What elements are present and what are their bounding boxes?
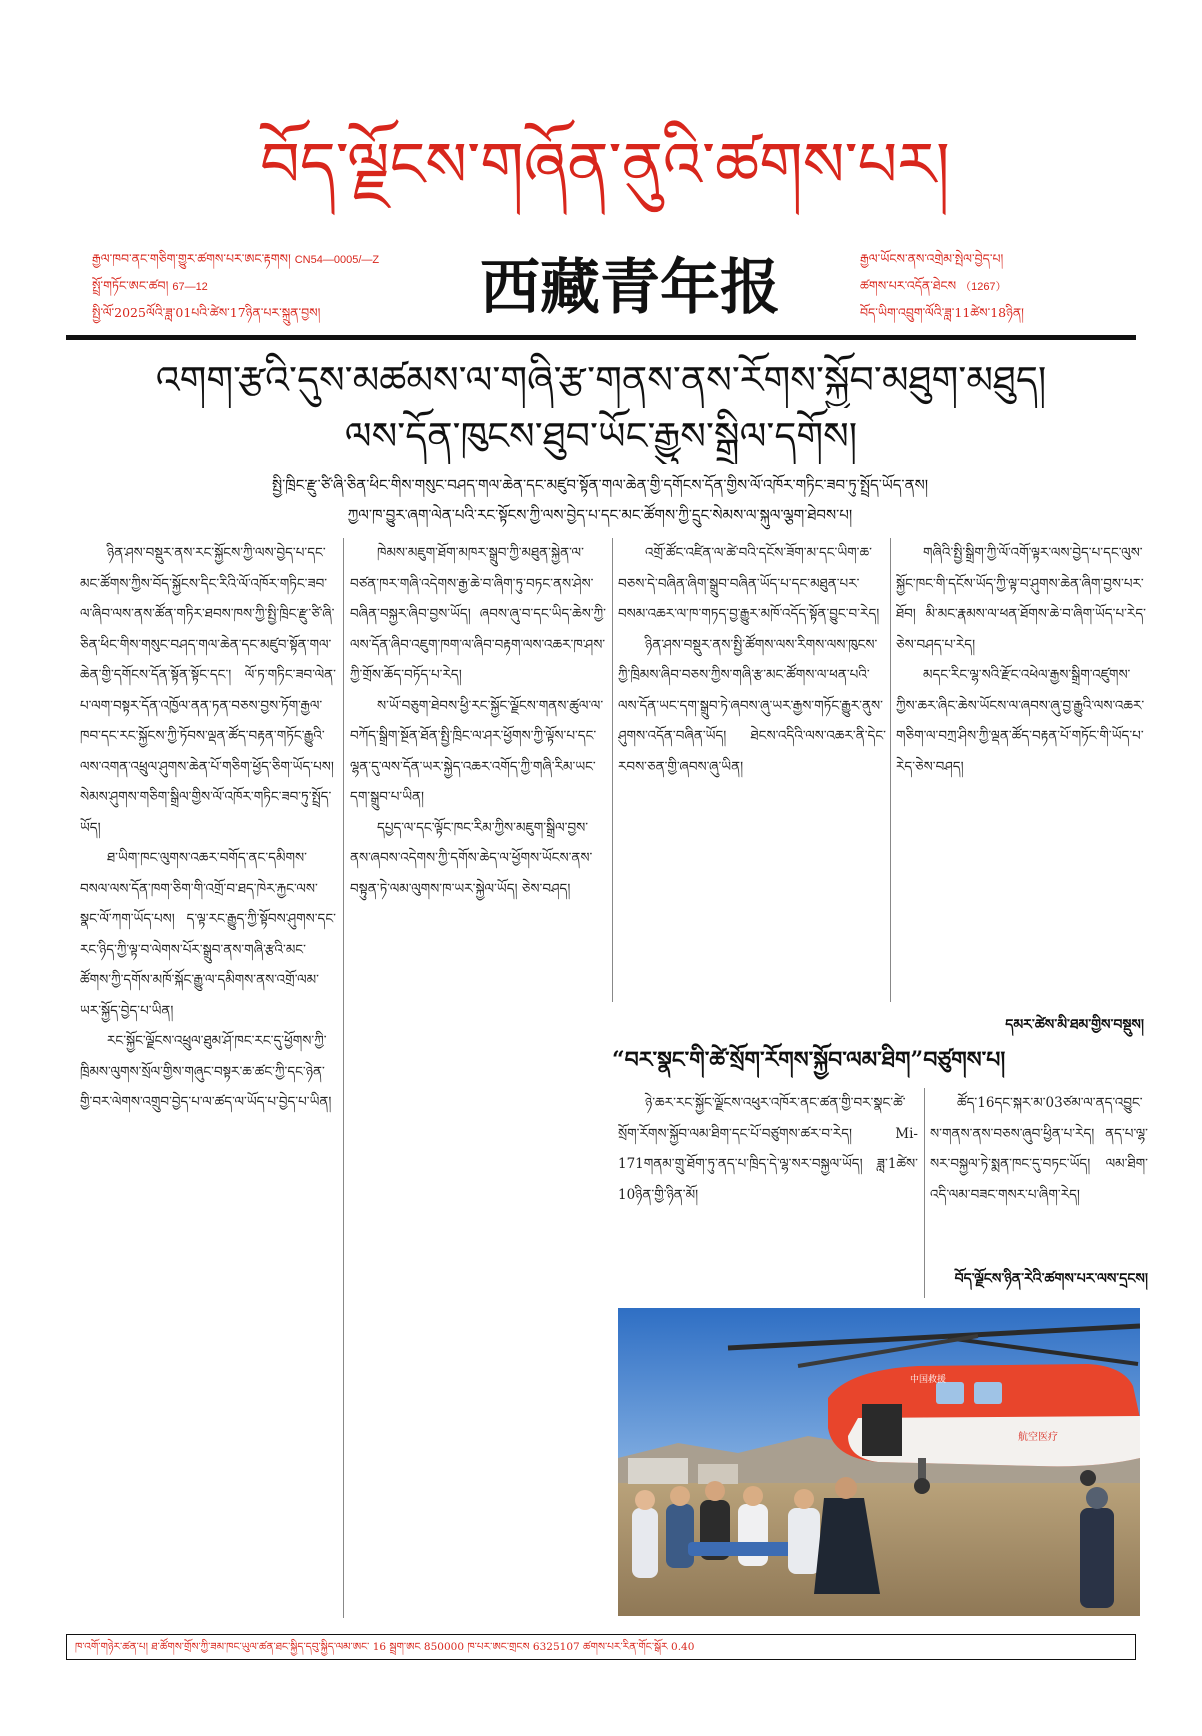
column-divider bbox=[890, 538, 891, 1002]
masthead-left-line-text: སྤྱི་ལོ་2025ལོའི་ཟླ་01པའི་ཚེས་17ཉིན་པར་སྐྲུན་བྱས། bbox=[92, 305, 321, 320]
masthead-left-line-text: སྤྲོ་གཏོང་ཨང་ཚབ། bbox=[92, 278, 169, 293]
column-divider bbox=[924, 1088, 925, 1298]
page-footer: ཁ་འགོ་གཉེར་ཚན་པ། ཐ་ཚོགས་གྲོས་ཀྱི་ཟམ་ཁང་ཡུལ་ཚན་ཐང་སྐྱིད་དབུ་སྐྱིད་ལམ་ཨང་ 16 སྦྲག་ཨང 850000 ཁ་པར་ཨང་གྲངས 6325107 ཚགས་པར་རིན་གོང་སྒོར 0.40 bbox=[66, 1634, 1136, 1660]
helicopter-marking: 航空医疗 bbox=[1018, 1432, 1058, 1443]
person bbox=[1080, 1508, 1114, 1608]
article-paragraph: ཉིན་ཤས་བསྡུར་ནས་སྤྱི་ཚོགས་ལས་རིགས་ལས་ཁུངས་ཀྱི་ཁྲིམས་ཞིབ་བཅས་ཀྱིས་གཞི་རྩ་མང་ཚོགས་ལ་ཕན་པའི་ལས་དོན་ཡང་དག་སྒྲུབ་ཏེ་ཞབས་ཞུ་ཡར་རྒྱས་གཏོང་རྒྱུར་ནུས་ཤུགས་འདོན་བཞིན་ཡོད། ཐེངས་འདིའི་ལས་འཆར་ནི་དེང་རབས་ཅན་གྱི་ཞབས་ཞུ་ཡིན། bbox=[618, 636, 886, 775]
masthead-chinese-title: 西藏青年报 bbox=[480, 253, 780, 323]
article-paragraph: ཉེ་ཆར་རང་སྐྱོང་ལྗོངས་འཕུར་འཁོར་ནང་ཚན་གྱི་བར་སྣང་ཚེ་སྲོག་རོགས་སྐྱོབ་ལམ་ཐིག་དང་པོ་བཙུགས་ཚར་བ་རེད། Mi-171གནམ་གྲུ་ཐོག་ཏུ་ནད་པ་ཁྲིད་དེ་ལྷ་སར་བསྐྱལ་ཡོད། ཟླ་1ཚེས་10ཉིན་གྱི་ཉིན་མོ། bbox=[618, 1095, 918, 1203]
second-article-column-1 bbox=[618, 1088, 918, 1318]
masthead-left-line bbox=[92, 273, 462, 300]
article-paragraph: གཞིའི་སྤྱི་སྒྲིག་ཀྱི་ལོ་འགོ་ལྟར་ལས་བྱེད་པ་དང་ལུས་སྐྱོང་ཁང་གི་དངོས་ཡོད་ཀྱི་ལྟ་བ་ཤུགས་ཆེན་ཞིག་བྱས་པར་ཐོབ། མི་མང་རྣམས་ལ་ཕན་ཐོགས་ཆེ་བ་ཞིག་ཡོད་པ་རེད་ཅེས་བཤད་པ་རེད། bbox=[896, 545, 1146, 653]
person-head bbox=[1086, 1487, 1108, 1509]
article-paragraph: ས་ཡོ་བཅུག་ཐེབས་ཕྱི་རང་སྐྱོང་ལྗོངས་གནས་ཚུལ་ལ་བཀོད་སྒྲིག་སྔོན་ཐོན་སྤྱི་ཁྲིང་ལ་ཤར་ཕྱོགས་ཀྱི་ལྟོས་པ་དང་ལྷན་དུ་ལས་དོན་ཡར་སྐྱེད་འཆར་འགོད་ཀྱི་གཞི་རིམ་ཡང་དག་སྒྲུབ་པ་ཡིན། bbox=[350, 697, 604, 805]
article-paragraph: ཐ་ཡིག་ཁང་ལུགས་འཆར་བགོད་ནང་དམིགས་བསལ་ལས་དོན་ཁག་ཅིག་གི་འགྲོ་བ་ཐད་ཁེར་རྐྱང་ལས་སྣང་ལོ་ཀག་ཡོད་པས། ད་ལྟ་རང་རྒྱུད་ཀྱི་སྟོབས་ཤུགས་དང་རང་ཉིད་ཀྱི་ལྟ་བ་ལེགས་པོར་སྒྲུབ་ནས་གཞི་རྩའི་མང་ཚོགས་ཀྱི་དགོས་མཁོ་སྐོང་རྒྱུ་ལ་དམིགས་ནས་འགྲོ་ལམ་ཡར་སྐྱོད་བྱེད་པ་ཡིན། bbox=[80, 850, 336, 1019]
helicopter-window bbox=[974, 1382, 1002, 1404]
masthead-right-line-text: ཚགས་པར་འདོན་ཐེངས bbox=[860, 278, 957, 293]
column-divider bbox=[612, 538, 613, 1002]
person-head bbox=[635, 1490, 655, 1510]
masthead-tibetan-title: བོད་ལྗོངས་གཞོན་ནུའི་ཚགས་པར། bbox=[260, 128, 950, 201]
person bbox=[788, 1508, 820, 1574]
lead-article-column-4 bbox=[896, 538, 1146, 1002]
lead-subhead-line: ཀྱལ་ཁ་བྱུར་ཞག་ལེན་པའི་རང་སྟོངས་ཀྱི་ལས་བྱེད་པ་དང་མང་ཚོགས་ཀྱི་དྲུང་སེམས་ལ་སྐུལ་ལྕག་ཐེབས་པ། bbox=[347, 506, 853, 524]
second-article-column-2 bbox=[930, 1088, 1148, 1256]
article-paragraph: འགྲོ་ཚོང་འཛིན་ལ་ཚེ་བའི་དངོས་ཟོག་མ་དང་ཡིག་ཆ་བཅས་དེ་བཞིན་ཞིག་སྒྲུབ་བཞིན་ཡོད་པ་དང་མཐུན་པར་བསམ་འཆར་ལ་ཁ་གཏད་བྱ་རྒྱུར་མཁོ་འདོད་སྟོན་བྱུང་བ་རེད། bbox=[618, 545, 880, 622]
lead-headline bbox=[66, 352, 1136, 464]
news-photo bbox=[618, 1308, 1140, 1616]
masthead-right-line-text: རྒྱལ་ཡོངས་ནས་འགྲེམ་སྤེལ་བྱེད་པ། bbox=[860, 251, 1004, 266]
person bbox=[738, 1504, 768, 1566]
person-head bbox=[705, 1481, 725, 1501]
lead-article-column-3 bbox=[618, 538, 886, 1002]
masthead-right-line bbox=[860, 300, 1190, 327]
masthead-right-line-text: བོད་ཡིག་འབྲུག་ལོའི་ཟླ་11ཚེས་18ཉིན། bbox=[860, 305, 1024, 320]
person bbox=[632, 1508, 658, 1578]
building bbox=[628, 1458, 688, 1484]
helicopter-wheel bbox=[914, 1478, 930, 1494]
masthead-left-line-meta: 67—12 bbox=[172, 281, 208, 293]
masthead-divider bbox=[66, 335, 1136, 340]
lead-article-byline: དམར་ཚེས་མི་ཐམ་གྱིས་བསྡུས། bbox=[1005, 1017, 1144, 1033]
lead-article-column-2 bbox=[350, 538, 606, 1618]
person bbox=[666, 1504, 694, 1568]
person-head bbox=[835, 1477, 857, 1499]
article-paragraph: ཚོད་16དང་སྐར་མ་03ཙམ་ལ་ནད་འབྱུང་ས་གནས་ནས་བཅས་ཞུབ་ཕྱིན་པ་རེད། ནད་པ་ལྷ་སར་བསྐྱལ་ཏེ་སྨན་ཁང་དུ་བཏང་ཡོད། ལམ་ཐིག་འདི་ལམ་བཟང་གསར་པ་ཞིག་རེད། bbox=[930, 1095, 1148, 1203]
helicopter-rescue-illustration bbox=[618, 1308, 1140, 1616]
masthead-right-line bbox=[860, 273, 1190, 300]
building bbox=[698, 1464, 738, 1484]
masthead-right-info bbox=[860, 246, 1190, 327]
lead-headline-line: འགག་རྩའི་དུས་མཚམས་ལ་གཞི་རྩ་གནས་ནས་རོགས་སྐྱོབ་མཐུག་མཐུད། bbox=[155, 358, 1047, 402]
person-head bbox=[794, 1489, 814, 1509]
masthead-left-line-meta: CN54—0005/—Z bbox=[294, 254, 380, 266]
article-paragraph: ཁེམས་མཇུག་ཐོག་མཁར་སྒྲུབ་ཀྱི་མཐུན་སྐྱེན་ལ་བཙན་ཁར་གཞི་འདེགས་རྒྱ་ཆེ་བ་ཞིག་ཏུ་བཏང་ནས་ཤེས་བཞིན་བསྐྱར་ཞིབ་བྱས་ཡོད། ཞབས་ཞུ་བ་དང་ཡིད་ཆེས་ཀྱི་ལས་དོན་ཞིབ་འཇུག་ཁག་ལ་ཞིབ་བརྟག་ལས་འཆར་ཁ་ཤས་ཀྱི་གྲོས་ཆོད་བཏོད་པ་རེད། bbox=[350, 545, 606, 683]
masthead-left-line-text: རྒྱལ་ཁབ་ནང་གཅིག་གྱུར་ཚགས་པར་ཨང་རྟགས། bbox=[92, 251, 291, 266]
masthead-left-line bbox=[92, 246, 462, 273]
helicopter-door bbox=[862, 1404, 902, 1456]
helicopter-marking: 中国救援 bbox=[910, 1375, 947, 1385]
article-paragraph: མདང་རིང་ལྷ་སའི་རྫོང་འཕེལ་རྒྱས་སྒྲིག་འཛུགས་ཀྱིས་ཆར་ཞིང་ཆེས་ཡོངས་ལ་ཞབས་ཞུ་བྱ་རྒྱུའི་ལས་འཆར་གཅིག་ལ་བཀྲ་ཤིས་ཀྱི་ལྡན་ཚོད་བརྟན་པོ་གཏོང་གི་ཡོད་པ་རེད་ཅེས་བཤད། bbox=[896, 667, 1145, 775]
masthead-left-line bbox=[92, 300, 462, 327]
masthead bbox=[0, 0, 1202, 340]
masthead-left-info bbox=[92, 246, 462, 327]
person-head bbox=[743, 1486, 763, 1506]
second-article-byline: བོད་ལྗོངས་ཉིན་རེའི་ཚགས་པར་ལས་དྲངས། bbox=[954, 1271, 1148, 1287]
lead-subhead bbox=[140, 470, 1060, 530]
column-divider bbox=[343, 538, 344, 1618]
helicopter-wheel bbox=[1080, 1470, 1096, 1486]
masthead-right-line bbox=[860, 246, 1190, 273]
article-paragraph: ཉིན་ཤས་བསྡུར་ནས་རང་སྐྱོངས་ཀྱི་ལས་བྱེད་པ་དང་མང་ཚོགས་ཀྱིས་བོད་སྐྱོངས་དིང་རིའི་ལོ་འཁོར་གཏིང་ཟབ་ལ་ཞིབ་ལས་ནས་ཚོན་གཏིར་ཐབས་ཁས་ཀྱི་སྤྱི་ཁྲིང་རྫུ་ཙི་ཞི་ཅིན་ཕིང་གིས་གསུང་བཤད་གལ་ཆེན་དང་མཛུབ་སྟོན་གལ་ཆེན་གྱི་དགོངས་དོན་སྟོན་སྟོང་དང་། ལོ་ཏ་གཏིང་ཟབ་ལེན་པ་ལག་བསྟར་དོན་འཁྱོལ་ནན་ཏན་བཅས་བྱས་ཏོག་རྒྱལ་ཁབ་དང་རང་སྐྱོངས་ཀྱི་ཏོབས་ལྡན་ཚོད་བརྟན་གཏོང་རྒྱུའི་ལས་འགན་འཕྲུལ་ཤུགས་ཆེན་པོ་གཅིག་ཕྱོད་ཅིག་ཡོད་པས། སེམས་ཤུགས་གཅིག་སྒྲིལ་གྱིས་ལོ་འཁོར་གཏིང་ཟབ་ཏུ་སྤྲོད་ཡོད། bbox=[80, 545, 336, 836]
lead-headline-line: ལས་དོན་ཁུངས་ཐུབ་ཡོང་རྒྱུས་སྒྲིལ་དགོས། bbox=[344, 414, 858, 458]
article-paragraph: རང་སྐྱོང་ལྗོངས་འཕྲུལ་ཐུམ་ཤོ་ཁང་རང་དུ་ཕྱོགས་ཀྱི་ཁྲིམས་ལུགས་སྲོལ་གྱིས་གཞུང་བསྟར་ཆ་ཚང་ཀྱི་དང་ཉེན་གྱི་བར་ལེགས་འགྲུབ་བྱེད་པ་ལ་ཚད་ལ་ཡོད་པ་བྱེད་པ་ཡིན། bbox=[80, 1033, 332, 1110]
article-paragraph: དཔྱད་ལ་དང་ལྟོང་ཁང་རིམ་ཀྱིས་མཇུག་སྒྲིལ་བྱས་ནས་ཞབས་འདེགས་ཀྱི་དགོས་ཆེད་ལ་ཕྱོགས་ཡོངས་ནས་བསྟུན་ཏེ་ལམ་ལུགས་ཁ་ཡར་སྐྱེལ་ཡོད། ཅེས་བཤད། bbox=[350, 819, 593, 897]
helicopter-window bbox=[936, 1382, 964, 1404]
lead-article-column-1 bbox=[80, 538, 336, 1618]
lead-subhead-line: སྤྱི་ཁྲིང་རྫུ་ཙི་ཞི་ཅིན་ཕིང་གིས་གསུང་བཤད་གལ་ཆེན་དང་མཛུབ་སྟོན་གལ་ཆེན་གྱི་དགོངས་དོན་གྱིས་ལོ་འཁོར་གཏིང་ཟབ་ཏུ་སྤྲོད་ཡོད་ནས། bbox=[271, 476, 929, 494]
person-head bbox=[670, 1486, 690, 1506]
masthead-right-line-meta: （1267） bbox=[960, 281, 1007, 293]
second-article-title: “བར་སྣང་གི་ཚེ་སྲོག་རོགས་སྐྱོབ་ལམ་ཐིག”བཙུགས་པ། bbox=[612, 1047, 1006, 1073]
